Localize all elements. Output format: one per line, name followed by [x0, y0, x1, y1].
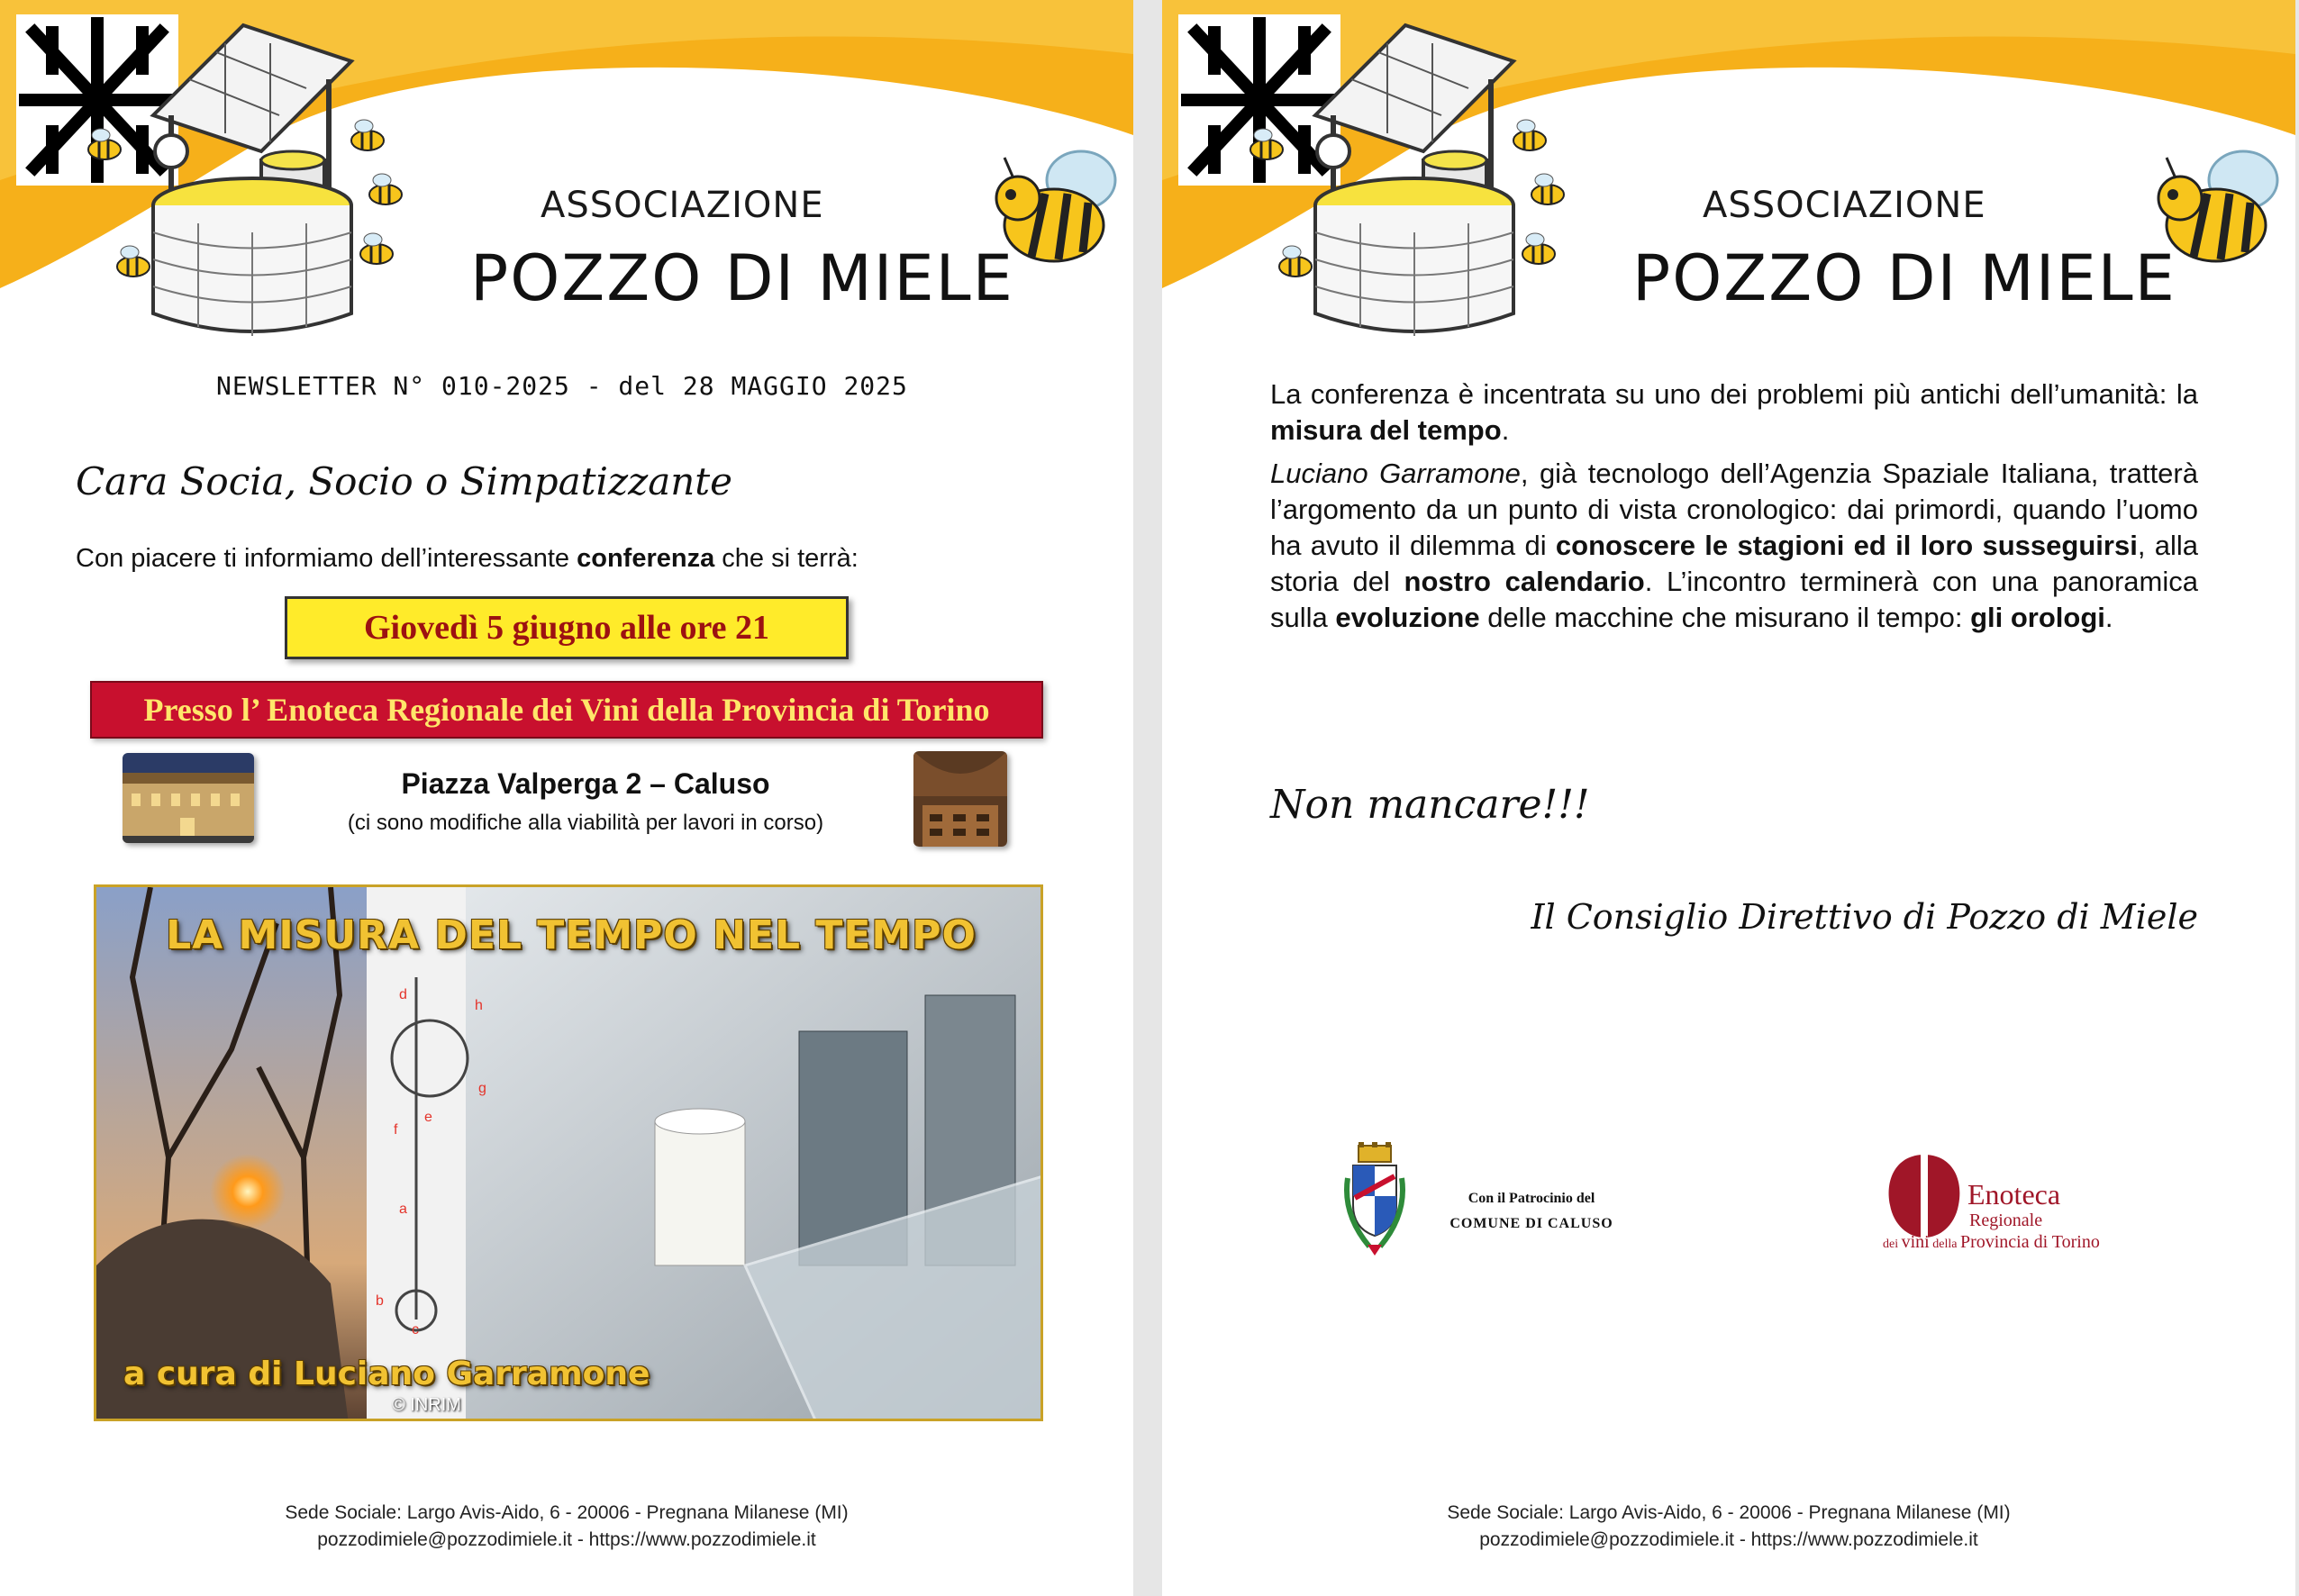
venue-banner: Presso l’ Enoteca Regionale dei Vini della Provincia di Torino — [90, 681, 1043, 739]
honey-well-illustration-icon — [1297, 16, 1531, 340]
footer-contacts: pozzodimiele@pozzodimiele.it - https://www.pozzodimiele.it — [1479, 1529, 1978, 1550]
text-run: , già tecnologo dell’Agenzia Spaziale Italiana, tratterà l’argomento da un punto di vista cronologico: dai primordi, quando l’uomo ha avuto il dilemma di — [1270, 458, 2198, 561]
enoteca-title: Enoteca — [1967, 1178, 2061, 1211]
poster-title: LA MISURA DEL TEMPO NEL TEMPO — [166, 912, 977, 958]
pendulum-label-c: c — [412, 1322, 419, 1338]
text-run: . L’incontro terminerà con una panoramica sulla — [1270, 566, 2199, 633]
bee-icon — [108, 243, 159, 281]
conference-topic-paragraph — [1270, 376, 2198, 449]
enoteca-tagline — [1883, 1232, 2100, 1253]
enoteca-subtitle: Regionale — [1969, 1211, 2043, 1230]
text-run: , alla storia del — [1270, 530, 2198, 597]
venue-interior-photo — [913, 751, 1007, 847]
enoteca-tagline-d: Provincia di Torino — [1959, 1232, 2100, 1252]
footer-address: Sede Sociale: Largo Avis-Aido, 6 - 20006 - Pregnana Milanese (MI) — [1447, 1502, 2011, 1523]
org-name-line2: POZZO DI MIELE — [470, 241, 1014, 315]
org-name-line1: ASSOCIAZIONE — [541, 185, 824, 226]
address-note: (ci sono modifiche alla viabilità per lavori in corso) — [347, 811, 824, 835]
pendulum-label-f: f — [394, 1122, 398, 1138]
bee-icon — [1504, 117, 1555, 155]
bold-run: conoscere le stagioni ed il loro susseguirsi — [1555, 530, 2138, 561]
enoteca-tagline-c: della — [1929, 1238, 1960, 1251]
bee-icon — [1522, 171, 1573, 209]
pendulum-label-a: a — [399, 1202, 407, 1217]
speaker-name: Luciano Garramone — [1270, 458, 1521, 489]
patronage-line1: Con il Patrocinio del — [1468, 1191, 1595, 1206]
venue-exterior-photo — [123, 753, 254, 843]
org-name-line2: POZZO DI MIELE — [1632, 241, 2176, 315]
bold-run: gli orologi — [1970, 602, 2105, 633]
poster-credit: © INRIM — [392, 1395, 461, 1415]
poster-author: a cura di Luciano Garramone — [123, 1356, 650, 1392]
bee-icon — [1241, 126, 1292, 164]
text-run: La conferenza è incentrata su uno dei problemi più antichi dell’umanità: la — [1270, 378, 2198, 410]
poster-artwork — [96, 887, 1043, 1421]
bee-icon — [351, 231, 402, 268]
address: Piazza Valperga 2 – Caluso — [401, 767, 770, 800]
signature: Il Consiglio Direttivo di Pozzo di Miele — [1531, 897, 2198, 937]
intro-bold: conferenza — [577, 544, 715, 573]
pendulum-label-d: d — [399, 987, 407, 1002]
pendulum-label-e: e — [424, 1110, 432, 1125]
bee-icon — [1513, 231, 1564, 268]
intro-after: che si terrà: — [714, 544, 859, 573]
bold-run: misura del tempo — [1270, 414, 1502, 446]
bee-icon — [342, 117, 393, 155]
greeting: Cara Socia, Socio o Simpatizzante — [76, 459, 733, 503]
newsletter-number: NEWSLETTER N° 010-2025 - del 28 MAGGIO 2025 — [216, 371, 908, 401]
comune-crest-icon — [1342, 1142, 1407, 1259]
footer-contacts: pozzodimiele@pozzodimiele.it - https://www.pozzodimiele.it — [317, 1529, 816, 1550]
enoteca-tagline-b: vini — [1901, 1232, 1930, 1252]
footer-address: Sede Sociale: Largo Avis-Aido, 6 - 20006 - Pregnana Milanese (MI) — [285, 1502, 849, 1523]
pendulum-label-b: b — [376, 1293, 384, 1309]
text-run: delle macchine che misurano il tempo: — [1479, 602, 1971, 633]
event-poster — [94, 884, 1043, 1421]
dont-miss-text: Non mancare!!! — [1270, 782, 1590, 828]
text-run: . — [1501, 414, 1510, 446]
bold-run: evoluzione — [1335, 602, 1480, 633]
newsletter-page-2 — [1162, 0, 2295, 1596]
bee-icon — [360, 171, 411, 209]
org-name-line1: ASSOCIAZIONE — [1703, 185, 1986, 226]
newsletter-page-1 — [0, 0, 1133, 1596]
patronage-line2: COMUNE DI CALUSO — [1449, 1216, 1613, 1231]
event-date-banner: Giovedì 5 giugno alle ore 21 — [285, 596, 849, 659]
intro-before: Con piacere ti informiamo dell’interessante — [76, 544, 577, 573]
bold-run: nostro calendario — [1404, 566, 1645, 597]
enoteca-tagline-a: dei — [1883, 1238, 1902, 1251]
text-run: . — [2104, 602, 2113, 633]
honey-well-illustration-icon — [135, 16, 369, 340]
speaker-paragraph — [1270, 456, 2198, 636]
enoteca-logo-icon — [1881, 1151, 1967, 1241]
bee-icon — [79, 126, 130, 164]
intro-text — [76, 544, 859, 574]
pendulum-label-g: g — [478, 1081, 486, 1096]
pendulum-label-h: h — [475, 998, 483, 1013]
bee-icon — [1270, 243, 1321, 281]
